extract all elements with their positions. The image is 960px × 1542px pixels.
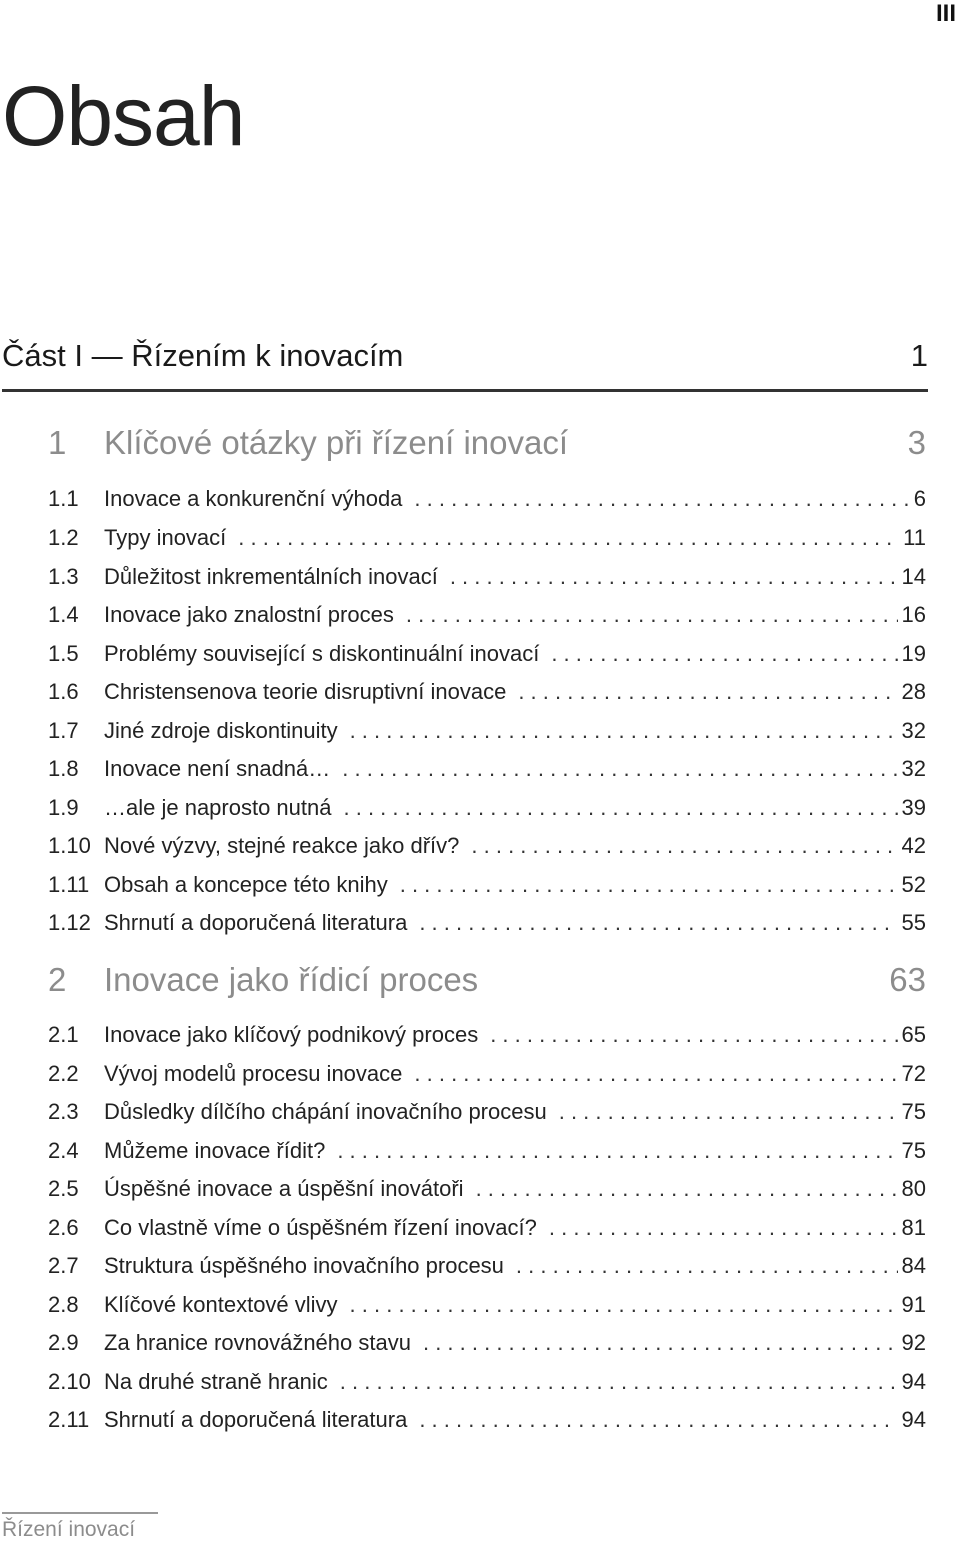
toc-entry[interactable] — [48, 1330, 926, 1360]
toc-entry[interactable] — [48, 1138, 926, 1168]
section-number: 1.9 — [48, 795, 79, 820]
toc-entry[interactable] — [48, 1215, 926, 1245]
dot-leader — [344, 795, 898, 821]
dot-leader — [337, 1138, 897, 1164]
toc-entry[interactable] — [48, 486, 926, 516]
section-page: 32 — [901, 756, 926, 781]
part-label: Část I — Řízením k inovacím — [2, 338, 404, 373]
section-page: 52 — [901, 872, 926, 897]
dot-leader — [516, 1253, 898, 1279]
section-number: 2.3 — [48, 1099, 79, 1124]
section-page: 16 — [901, 602, 926, 627]
section-number: 1.6 — [48, 679, 79, 704]
dot-leader — [406, 602, 898, 628]
section-number: 2.10 — [48, 1369, 91, 1394]
section-page: 6 — [913, 486, 926, 511]
section-number: 1.3 — [48, 564, 79, 589]
section-number: 1.1 — [48, 486, 79, 511]
section-page: 75 — [901, 1138, 926, 1163]
section-page: 19 — [901, 641, 926, 666]
dot-leader — [419, 1407, 897, 1433]
section-title: Obsah a koncepce této knihy — [104, 872, 388, 897]
section-page: 84 — [901, 1253, 926, 1278]
section-page: 94 — [901, 1369, 926, 1394]
toc-entry[interactable] — [48, 1369, 926, 1399]
dot-leader — [551, 641, 897, 667]
toc-entry[interactable] — [48, 564, 926, 594]
section-page: 32 — [901, 718, 926, 743]
toc-entry[interactable] — [48, 1176, 926, 1206]
chapter-heading-1[interactable] — [48, 424, 926, 462]
toc-entry[interactable] — [48, 872, 926, 902]
dot-leader — [423, 1330, 898, 1356]
section-page: 28 — [901, 679, 926, 704]
section-page: 94 — [901, 1407, 926, 1432]
section-number: 2.8 — [48, 1292, 79, 1317]
section-page: 39 — [901, 795, 926, 820]
page-number: III — [935, 0, 956, 27]
toc-entry[interactable] — [48, 679, 926, 709]
section-page: 11 — [903, 525, 926, 550]
section-number: 2.2 — [48, 1061, 79, 1086]
section-title: Vývoj modelů procesu inovace — [104, 1061, 403, 1086]
dot-leader — [350, 718, 898, 744]
toc-entry[interactable] — [48, 525, 926, 555]
section-title: Důležitost inkrementálních inovací — [104, 564, 438, 589]
section-page: 80 — [901, 1176, 926, 1201]
section-page: 91 — [901, 1292, 926, 1317]
section-title: Inovace není snadná… — [104, 756, 331, 781]
section-title: Inovace jako znalostní proces — [104, 602, 394, 627]
dot-leader — [559, 1099, 898, 1125]
section-page: 65 — [901, 1022, 926, 1047]
section-page: 92 — [901, 1330, 926, 1355]
dot-leader — [518, 679, 897, 705]
toc-entry[interactable] — [48, 756, 926, 786]
section-title: Úspěšné inovace a úspěšní inovátoři — [104, 1176, 464, 1201]
part-heading[interactable] — [2, 338, 928, 374]
dot-leader — [419, 910, 897, 936]
dot-leader — [340, 1369, 898, 1395]
chapter-page: 3 — [907, 424, 926, 461]
section-title: Problémy související s diskontinuální inovací — [104, 641, 540, 666]
section-number: 1.11 — [48, 872, 90, 897]
section-title: Inovace jako klíčový podnikový proces — [104, 1022, 479, 1047]
section-title: Typy inovací — [104, 525, 227, 550]
section-title: Klíčové kontextové vlivy — [104, 1292, 338, 1317]
toc-entry[interactable] — [48, 795, 926, 825]
part-divider — [2, 389, 928, 392]
section-title: …ale je naprosto nutná — [104, 795, 332, 820]
section-page: 14 — [901, 564, 926, 589]
section-page: 75 — [901, 1099, 926, 1124]
section-number: 2.5 — [48, 1176, 79, 1201]
dot-leader — [414, 1061, 897, 1087]
toc-entry[interactable] — [48, 1061, 926, 1091]
toc-entry[interactable] — [48, 641, 926, 671]
dot-leader — [342, 756, 897, 782]
section-title: Christensenova teorie disruptivní inovace — [104, 679, 507, 704]
section-number: 2.1 — [48, 1022, 79, 1047]
running-footer: Řízení inovací — [2, 1518, 136, 1541]
toc-entry[interactable] — [48, 718, 926, 748]
section-number: 1.2 — [48, 525, 79, 550]
dot-leader — [414, 486, 909, 512]
chapter-title: Inovace jako řídicí proces — [104, 961, 479, 998]
section-page: 72 — [901, 1061, 926, 1086]
section-number: 2.7 — [48, 1253, 79, 1278]
toc-entry[interactable] — [48, 910, 926, 940]
chapter-number: 1 — [48, 424, 67, 461]
section-title: Za hranice rovnovážného stavu — [104, 1330, 411, 1355]
section-page: 42 — [901, 833, 926, 858]
section-number: 1.8 — [48, 756, 79, 781]
section-title: Inovace a konkurenční výhoda — [104, 486, 403, 511]
toc-entry[interactable] — [48, 1253, 926, 1283]
page-title: Obsah — [2, 69, 245, 163]
section-number: 1.4 — [48, 602, 79, 627]
dot-leader — [490, 1022, 897, 1048]
chapter-heading-2[interactable] — [48, 961, 926, 999]
dot-leader — [471, 833, 897, 859]
section-number: 1.12 — [48, 910, 91, 935]
section-number: 2.9 — [48, 1330, 79, 1355]
dot-leader — [400, 872, 898, 898]
section-title: Shrnutí a doporučená literatura — [104, 1407, 408, 1432]
section-title: Na druhé straně hranic — [104, 1369, 328, 1394]
section-number: 2.6 — [48, 1215, 79, 1240]
chapter-title: Klíčové otázky při řízení inovací — [104, 424, 569, 461]
section-title: Můžeme inovace řídit? — [104, 1138, 326, 1163]
chapter-number: 2 — [48, 961, 67, 998]
section-number: 1.7 — [48, 718, 79, 743]
section-number: 1.10 — [48, 833, 91, 858]
dot-leader — [350, 1292, 898, 1318]
dot-leader — [476, 1176, 898, 1202]
section-title: Jiné zdroje diskontinuity — [104, 718, 338, 743]
section-page: 81 — [901, 1215, 926, 1240]
section-title: Struktura úspěšného inovačního procesu — [104, 1253, 504, 1278]
dot-leader — [238, 525, 899, 551]
toc-entry[interactable] — [48, 1022, 926, 1052]
section-title: Důsledky dílčího chápání inovačního procesu — [104, 1099, 547, 1124]
dot-leader — [450, 564, 898, 590]
toc-entry[interactable] — [48, 602, 926, 632]
chapter-page: 63 — [889, 961, 926, 998]
section-title: Nové výzvy, stejné reakce jako dřív? — [104, 833, 460, 858]
toc-entry[interactable] — [48, 833, 926, 863]
toc-entry[interactable] — [48, 1099, 926, 1129]
toc-entry[interactable] — [48, 1407, 926, 1437]
section-number: 2.4 — [48, 1138, 79, 1163]
section-number: 2.11 — [48, 1407, 90, 1432]
part-page: 1 — [910, 338, 928, 373]
section-title: Co vlastně víme o úspěšném řízení inovací? — [104, 1215, 537, 1240]
footer-divider — [2, 1512, 158, 1514]
section-page: 55 — [901, 910, 926, 935]
section-title: Shrnutí a doporučená literatura — [104, 910, 408, 935]
toc-entry[interactable] — [48, 1292, 926, 1322]
dot-leader — [549, 1215, 898, 1241]
section-number: 1.5 — [48, 641, 79, 666]
